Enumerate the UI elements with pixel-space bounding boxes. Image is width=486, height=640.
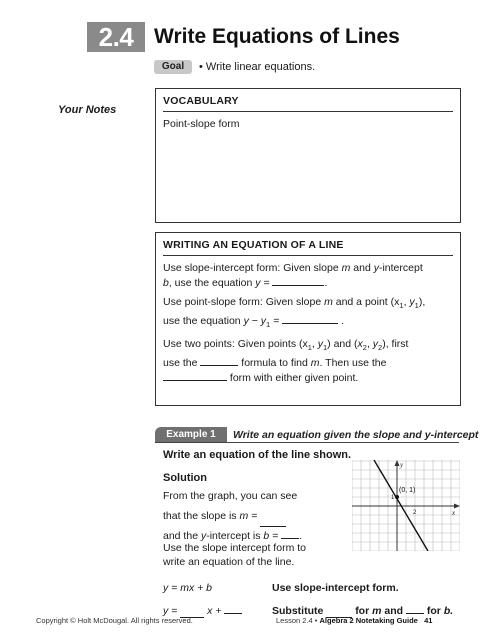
- text-span: -intercept is: [206, 530, 261, 542]
- math-var: b.: [443, 605, 454, 617]
- text-span: Substitute: [272, 605, 324, 617]
- example-rule: [155, 442, 459, 443]
- math-var: m: [372, 605, 382, 617]
- slope-intercept-paragraph: Use slope-intercept form: Given slope m and y-intercept b, use the equation y = .: [163, 262, 423, 289]
- answer-blank[interactable]: [163, 370, 227, 381]
- x-axis-label: x: [452, 509, 456, 517]
- goal-label: Goal: [154, 60, 192, 74]
- math-expr: y =: [163, 605, 178, 617]
- answer-blank[interactable]: [224, 603, 242, 614]
- text-span: and: [353, 262, 371, 274]
- writing-equation-heading: WRITING AN EQUATION OF A LINE: [163, 233, 453, 256]
- example-prompt: Write an equation of the line shown.: [163, 449, 352, 461]
- answer-blank[interactable]: [281, 528, 299, 539]
- text-span: Use slope-intercept form: Given slope: [163, 262, 339, 274]
- goal-text: • Write linear equations.: [199, 61, 316, 73]
- y-axis-label: y: [400, 461, 404, 469]
- line-graph: [352, 460, 460, 551]
- y-tick-label: 1: [391, 495, 395, 501]
- section-title: Write Equations of Lines: [154, 25, 400, 48]
- solution-line-3: and the y-intercept is b = .: [163, 530, 303, 542]
- math-expr: m =: [239, 510, 258, 522]
- text-span: use the equation: [163, 315, 241, 328]
- math-expr: y − y: [243, 315, 267, 328]
- text-span: . Then use the: [319, 357, 387, 370]
- answer-blank[interactable]: [200, 355, 238, 366]
- text-span: and the: [163, 530, 199, 542]
- text-span: form with either given point.: [229, 372, 359, 385]
- vocabulary-item: Point-slope form: [163, 118, 240, 130]
- footer-lesson: [276, 616, 432, 625]
- text-span: Use point-slope form: Given slope: [163, 296, 322, 308]
- footer-lesson-text: Lesson 2.4 •: [276, 616, 318, 625]
- text-span: formula to find: [241, 357, 308, 370]
- solution-line-1: From the graph, you can see: [163, 490, 298, 502]
- text-span: for: [355, 605, 370, 617]
- footer-copyright: Copyright © Holt McDougal. All rights reserved.: [36, 616, 193, 625]
- x-axis-arrow-icon: [454, 504, 460, 509]
- your-notes-label: Your Notes: [58, 104, 117, 116]
- section-number-badge: 2.4: [87, 22, 145, 52]
- answer-blank[interactable]: [272, 275, 324, 286]
- text-span: use the: [163, 357, 198, 370]
- footer-guide-title: Algebra 2 Notetaking Guide: [319, 616, 418, 625]
- point-slope-paragraph: Use point-slope form: Given slope m and a point ($x_1$, $y_1$), use the equation $y - y_1$ = .: [163, 296, 426, 330]
- answer-blank[interactable]: [282, 313, 338, 324]
- two-points-paragraph: Use two points: Given points ($x_1$, $y_1$) and ($x_2$, $y_2$), first use the formula to find m. Then use the form with either given point.: [163, 338, 409, 385]
- point-label: (0, 1): [399, 487, 416, 494]
- equation-1: y = mx + b: [163, 582, 213, 594]
- math-var: b: [163, 277, 169, 289]
- writing-equation-box: [155, 232, 461, 406]
- vocabulary-box: [155, 88, 461, 223]
- x-tick-label: 2: [413, 510, 417, 516]
- solution-line-4: Use the slope intercept form to: [163, 542, 306, 554]
- intercept-point: [395, 495, 399, 499]
- example-badge: Example 1: [155, 427, 227, 443]
- answer-blank[interactable]: [406, 603, 424, 614]
- text-span: that the slope is: [163, 510, 237, 522]
- text-span: and: [384, 605, 404, 617]
- math-var: m: [310, 357, 320, 370]
- math-expr: y =: [255, 277, 270, 289]
- footer-page-number: 41: [424, 616, 433, 625]
- solution-line-2: [163, 508, 286, 523]
- math-expr: x +: [207, 605, 222, 617]
- math-expr: b =: [263, 530, 279, 542]
- text-span: -intercept: [378, 262, 423, 274]
- math-var: m: [341, 262, 351, 274]
- math-var: y: [373, 262, 379, 274]
- text-span: and a point (x: [335, 296, 400, 308]
- solution-line-5: write an equation of the line.: [163, 556, 295, 568]
- solution-label: Solution: [163, 472, 207, 484]
- vocabulary-heading: VOCABULARY: [163, 89, 453, 112]
- equation-1-reason: Use slope-intercept form.: [272, 582, 399, 594]
- text-span: Use two points: Given points (x: [163, 338, 308, 351]
- text-span: , use the equation: [168, 277, 253, 289]
- math-var: m: [324, 296, 333, 308]
- answer-blank[interactable]: [260, 516, 286, 527]
- example-title: Write an equation given the slope and y-intercept: [233, 429, 479, 441]
- text-span: for: [426, 605, 441, 617]
